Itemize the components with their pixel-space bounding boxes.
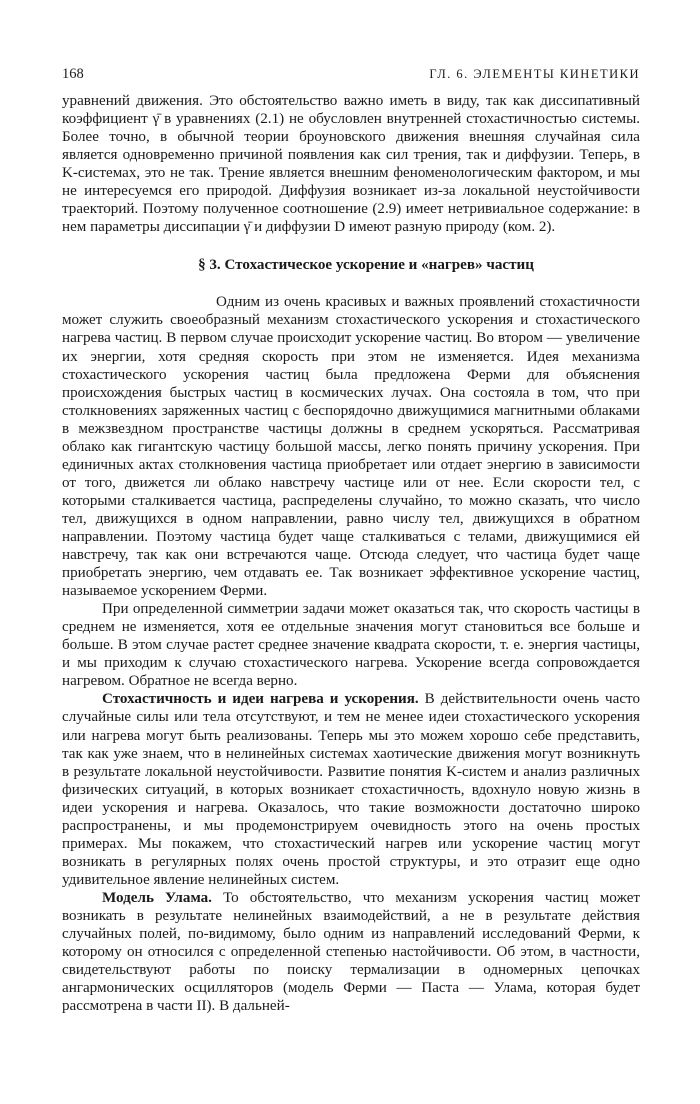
page-number: 168 xyxy=(62,66,84,82)
page xyxy=(62,66,640,1015)
subsection-heading: Стохастичность и идеи нагрева и ускорения. xyxy=(102,691,419,708)
section-title: § 3. Стохастическое ускорение и «нагрев» частиц xyxy=(198,257,534,274)
paragraph-stochastic-heating: При определенной симметрии задачи может оказаться так, что скорость частицы в среднем не изменяется, хотя ее отдельные значения могут становиться все больше и больше. В этом случае растет среднее значение квадрата скорости, т. е. энергия частицы, и мы приходим к случаю стохастического нагрева. Ускорение всегда сопровождается нагревом. Обратное не всегда верно. xyxy=(62,601,640,690)
running-head xyxy=(62,66,640,88)
paragraph-continued: уравнений движения. Это обстоятельство важно иметь в виду, так как диссипативный коэффициент γ̄ в уравнениях (2.1) не обусловлен внутренней стохастичностью системы. Более точно, в обычной теории броуновского движения внешняя случайная сила является одновременно причиной появления как сил трения, так и диффузии. Теперь, в K-системах, это не так. Трение является внешним феноменологическим фактором, и мы не интересуемся его природой. Диффузия возникает из-за локальной неустойчивости траекторий. Поэтому полученное соотношение (2.9) имеет нетривиальное содержание: в нем параметры диссипации γ̄ и диффузии D имеют разную природу (ком. 2). xyxy=(62,93,640,236)
subsection-heading: Модель Улама. xyxy=(102,889,212,906)
paragraph-fermi-mechanism: Одним из очень красивых и важных проявлений стохастичности может служить своеобразный механизм стохастического ускорения и стохастического нагрева частиц. В первом случае происходит ускорение частиц. Во втором — увеличение их энергии, хотя средняя скорость при этом не изменяется. Идея механизма стохастического ускорения частиц была предложена Ферми для объяснения происхождения быстрых частиц в космических лучах. Она состояла в том, что при столкновениях заряженных частиц с беспорядочно движущимися магнитными облаками в межзвездном пространстве частицы должны в среднем ускоряться. Рассматривая облако как гигантскую частицу большой массы, легко понять причину ускорения. При единичных актах столкновения частица приобретает или отдает энергию в зависимости от того, движется ли облако навстречу частице или от нее. Если скорости тел, с которыми сталкивается частица, распределены случайно, то можно сказать, что число тел, движущихся в одном направлении, равно числу тел, движущихся в обратном направлении. Поэтому частица будет чаще сталкиваться с телами, движущимися ей навстречу, так как они встречаются чаще. Отсюда следует, что частица будет чаще приобретать энергию, чем отдавать ее. Так возникает эффективное ускорение частиц, называемое ускорением Ферми. xyxy=(62,294,640,600)
subsection-text: В действительности очень часто случайные силы или тела отсутствуют, и тем не менее идеи стохастического ускорения или нагрева могут быть реализованы. Теперь мы это можем хорошо себе представить, так как уже знаем, что в нелинейных системах хаотические движения могут возникнуть в результате локальной неустойчивости. Развитие понятия K-систем и анализ различных физических ситуаций, в которых возникает стохастичность, вдохнуло новую жизнь в идеи ускорения и нагрева. Оказалось, что такие возможности достаточно широко распространены, и мы продемонстрируем очевидность этого на очень простых примерах. Мы покажем, что стохастический нагрев или ускорение частиц могут возникать в регулярных полях очень простой структуры, и это отразит еще одно удивительное явление нелинейных систем. xyxy=(62,691,640,888)
subsection-text: То обстоятельство, что механизм ускорения частиц может возникать в результате нелинейных взаимодействий, а не в результате действия случайных полей, по-видимому, было одним из направлений исследований Ферми, к которому он относился с определенной степенью настойчивости. Об этом, в частности, свидетельствуют работы по поиску термализации в одномерных цепочках ангармонических осцилляторов (модель Ферми — Паста — Улама, которая будет рассмотрена в части II). В дальней- xyxy=(62,889,640,1015)
subsection-stochasticity xyxy=(62,690,640,889)
subsection-ulam-model xyxy=(62,889,640,1015)
running-title: ГЛ. 6. ЭЛЕМЕНТЫ КИНЕТИКИ xyxy=(429,67,640,81)
